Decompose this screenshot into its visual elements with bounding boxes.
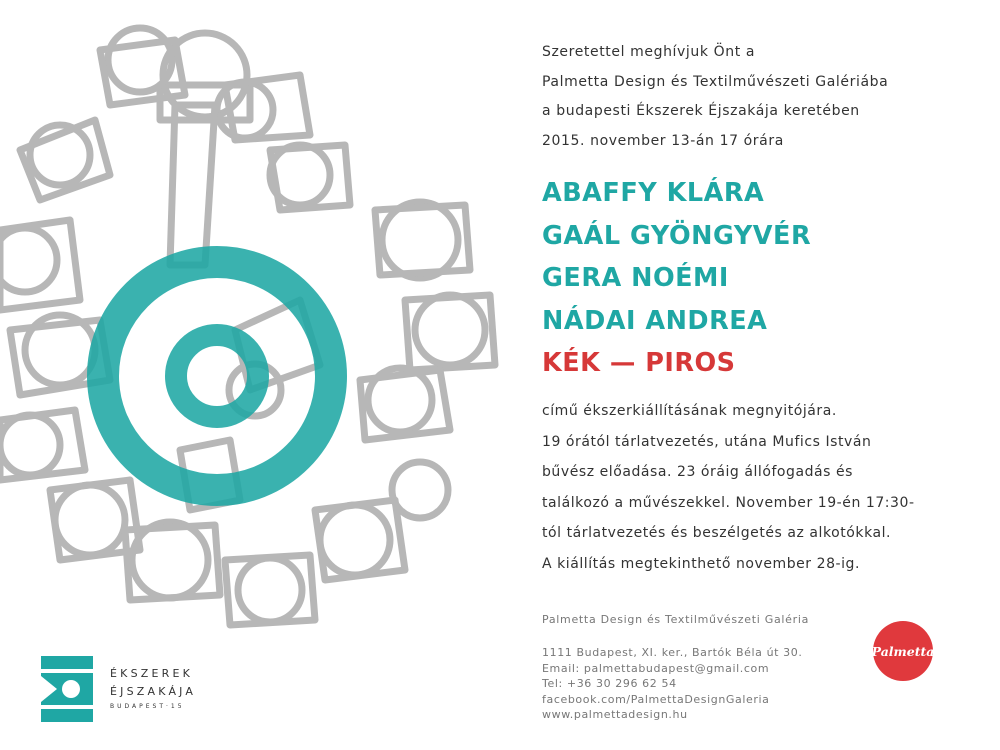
artist-name: ABAFFY KLÁRA	[542, 178, 765, 208]
artist-list	[542, 172, 811, 385]
event-description	[542, 396, 915, 579]
event-logo-text	[110, 665, 196, 710]
logo-line-3: BUDAPEST·15	[110, 703, 185, 710]
description-line: című ékszerkiállításának megnyitójára.	[542, 403, 837, 419]
phone[interactable]: Tel: +36 30 296 62 54	[542, 677, 677, 690]
address: 1111 Budapest, XI. ker., Bartók Béla út 30.	[542, 646, 803, 659]
intro-line: 2015. november 13-án 17 órára	[542, 132, 784, 149]
logo-line-2: ÉJSZAKÁJA	[110, 685, 197, 698]
artist-name: NÁDAI ANDREA	[542, 305, 768, 336]
intro-line: a budapesti Ékszerek Éjszakája keretében	[542, 103, 860, 119]
facebook-link[interactable]: facebook.com/PalmettaDesignGaleria	[542, 692, 770, 706]
logo-line-1: ÉKSZEREK	[110, 667, 194, 680]
exhibition-title: KÉK — PIROS	[542, 348, 736, 378]
contact-info	[542, 645, 802, 723]
email[interactable]: Email: palmettabudapest@gmail.com	[542, 661, 770, 675]
artist-name: GAÁL GYÖNGYVÉR	[542, 220, 812, 251]
description-line: 19 órától tárlatvezetés, utána Mufics István	[542, 433, 872, 450]
gallery-name: Palmetta Design és Textilművészeti Galéria	[542, 613, 810, 626]
artist-name: GERA NOÉMI	[542, 263, 729, 293]
website-link[interactable]: www.palmettadesign.hu	[542, 708, 688, 721]
palmetta-logo: Palmetta	[873, 621, 933, 681]
description-line: A kiállítás megtekinthető november 28-ig.	[542, 555, 860, 572]
description-line: tól tárlatvezetés és beszélgetés az alkotókkal.	[542, 525, 892, 541]
jewelry-artwork	[0, 0, 510, 640]
description-line: találkozó a művészekkel. November 19-én 17:30-	[542, 494, 915, 511]
intro-line: Szeretettel meghívjuk Önt a	[542, 44, 756, 60]
intro-line: Palmetta Design és Textilművészeti Galériába	[542, 73, 889, 90]
intro-text	[542, 38, 888, 156]
event-logo-icon	[41, 656, 93, 722]
description-line: bűvész előadása. 23 óráig állófogadás és	[542, 464, 854, 480]
